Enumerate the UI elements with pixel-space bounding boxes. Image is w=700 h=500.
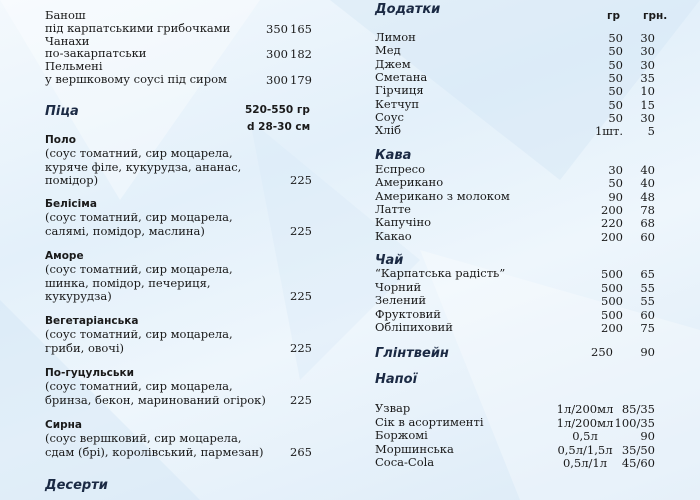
menu-item-price: 60 [640,229,655,244]
menu-item-qty: 30 [608,163,623,177]
menu-item-price: 40 [640,176,655,191]
pizza-desc-line: кукурудза) [45,289,112,303]
menu-item-qty: 50 [608,176,623,191]
pizza-price: 265 [290,445,312,459]
pizza-weight-header: 520-550 гр [245,104,310,116]
pizza-price: 225 [290,393,312,407]
mulled-wine-price: 90 [640,345,655,359]
pizza-desc-line: (соус томатний, сир моцарела, [45,210,233,224]
menu-item-name: Зелений [375,293,427,308]
pizza-desc-line: салямі, помідор, маслина) [45,224,205,238]
menu-item-name: Узвар [375,401,411,415]
menu-item-price: 30 [640,31,655,45]
item-weight: 300 [266,47,288,61]
menu-item-price: 30 [640,57,655,72]
item-name-line: у вершковому соусі під сиром [45,72,227,86]
section-title-mulled-wine: Глінтвейн [375,346,449,361]
pizza-desc-line: (соус томатний, сир моцарела, [45,327,233,341]
menu-item-name: Чорний [375,279,422,294]
pizza-size-header: d 28-30 см [247,121,311,133]
menu-item-name: Лимон [375,30,416,44]
menu-item-qty: 200 [601,229,623,244]
section-title-additions: Додатки [375,2,441,17]
menu-item-name: Мед [375,43,401,58]
menu-item-qty: 50 [608,31,623,45]
menu-item-qty: 200 [601,321,623,336]
item-name-line: Чанахи [45,34,90,48]
menu-item-name: Американо з молоком [375,188,510,203]
pizza-price: 225 [290,173,312,187]
menu-item-qty: 0,5л/1л [562,456,608,470]
menu-item-name: Боржомі [375,428,428,442]
menu-item-name: Латте [375,201,411,216]
pizza-desc-line: шинка, помідор, печериця, [45,276,211,290]
menu-item-qty: 500 [601,294,623,309]
pizza-name: Сирна [45,419,82,431]
menu-item-price: 5 [647,124,655,139]
menu-item-price: 68 [640,216,655,231]
menu-item-qty: 500 [601,267,623,281]
menu-item-name: Соус [375,109,404,124]
item-name-line: по-закарпатськи [45,46,147,60]
menu-item-name: Хліб [375,123,402,138]
pizza-desc-line: (соус томатний, сир моцарела, [45,146,233,160]
menu-item-price: 30 [640,44,655,59]
menu-item-price: 90 [640,429,655,443]
section-title-pizza: Піца [45,104,79,119]
menu-item-qty: 500 [601,307,623,322]
pizza-name: Поло [45,134,76,146]
menu-item-qty: 220 [601,216,623,231]
section-title-tea: Чай [375,253,404,268]
menu-item-price: 10 [640,84,655,99]
pizza-name: Белісіма [45,198,97,210]
menu-item-price: 45/60 [621,456,655,470]
item-weight: 350 [266,22,288,36]
menu-item-name: Фруктовий [375,306,441,321]
pizza-price: 225 [290,341,312,355]
menu-item-price: 78 [640,202,655,217]
pizza-price: 225 [290,224,312,238]
menu-item-name: Сметана [375,69,428,84]
pizza-desc-line: (соус томатний, сир моцарела, [45,379,233,393]
mulled-wine-qty: 250 [591,345,613,359]
menu-item-qty: 50 [608,44,623,59]
menu-item-price: 100/35 [614,415,655,430]
pizza-desc-line: (соус томатний, сир моцарела, [45,262,233,276]
menu-item-name: Моршинська [375,441,454,456]
pizza-name: Аморе [45,250,84,262]
menu-item-price: 35 [640,70,655,85]
menu-item-qty: 50 [608,97,623,112]
menu-item-name: Еспресо [375,162,426,176]
menu-item-price: 60 [640,307,655,322]
menu-item-name: Гірчиця [375,83,424,98]
menu-item-name: “Карпатська радість” [375,266,506,280]
section-title-desserts: Десерти [45,478,108,493]
menu-item-price: 30 [640,110,655,125]
menu-item-price: 85/35 [621,402,655,416]
menu-item-name: Coca-Cola [375,455,435,469]
menu-item-price: 75 [640,321,655,336]
item-price: 182 [290,47,312,61]
item-name-line: Пельмені [45,59,103,73]
menu-item-price: 15 [640,97,655,112]
additions-col-price: грн. [643,10,668,22]
additions-col-weight: гр [607,10,621,22]
menu-item-qty: 1л/200мл [556,415,614,430]
pizza-name: Вегетаріанська [45,315,139,327]
item-name-line: Банош [45,8,86,22]
menu-item-qty: 50 [608,84,623,99]
pizza-desc-line: куряче філе, кукурудза, ананас, [45,160,242,174]
menu-item-qty: 0,5л/1,5л [557,442,613,457]
pizza-desc-line: бринза, бекон, маринований огірок) [45,393,266,407]
menu-item-qty: 90 [608,189,623,204]
menu-item-name: Кетчуп [375,96,420,111]
menu-item-price: 48 [640,189,655,204]
pizza-desc-line: сдам (брі), королівський, пармезан) [45,445,264,459]
menu-item-name: Американо [375,175,444,190]
section-title-drinks: Напої [375,372,418,387]
menu-item-qty: 500 [601,280,623,295]
menu-item-name: Сік в асортименті [375,414,484,429]
item-weight: 300 [266,73,288,87]
menu-item-qty: 50 [608,57,623,72]
pizza-desc-line: (соус вершковий, сир моцарела, [45,431,242,445]
menu-item-qty: 0,5л [572,429,598,443]
menu-item-price: 40 [640,163,655,177]
menu-item-qty: 200 [601,202,623,217]
item-price: 165 [290,22,312,36]
pizza-name: По-гуцульськи [45,367,134,379]
menu-item-name: Джем [375,56,411,71]
menu-item-qty: 1л/200мл [556,402,614,416]
section-title-coffee: Кава [375,148,412,163]
pizza-desc-line: помідор) [45,173,99,187]
menu-item-price: 55 [640,294,655,309]
item-name-line: під карпатськими грибочками [45,21,231,35]
menu-item-price: 55 [640,280,655,295]
menu-item-qty: 50 [608,110,623,125]
menu-item-name: Обліпиховий [375,320,453,335]
menu-item-name: Какао [375,228,412,243]
menu-item-price: 65 [640,267,655,281]
menu-item-name: Капучіно [375,215,432,230]
menu-item-price: 35/50 [621,442,655,457]
menu-item-qty: 1шт. [594,124,623,139]
item-price: 179 [290,73,312,87]
pizza-price: 225 [290,289,312,303]
menu-item-qty: 50 [608,70,623,85]
pizza-desc-line: гриби, овочі) [45,341,125,355]
